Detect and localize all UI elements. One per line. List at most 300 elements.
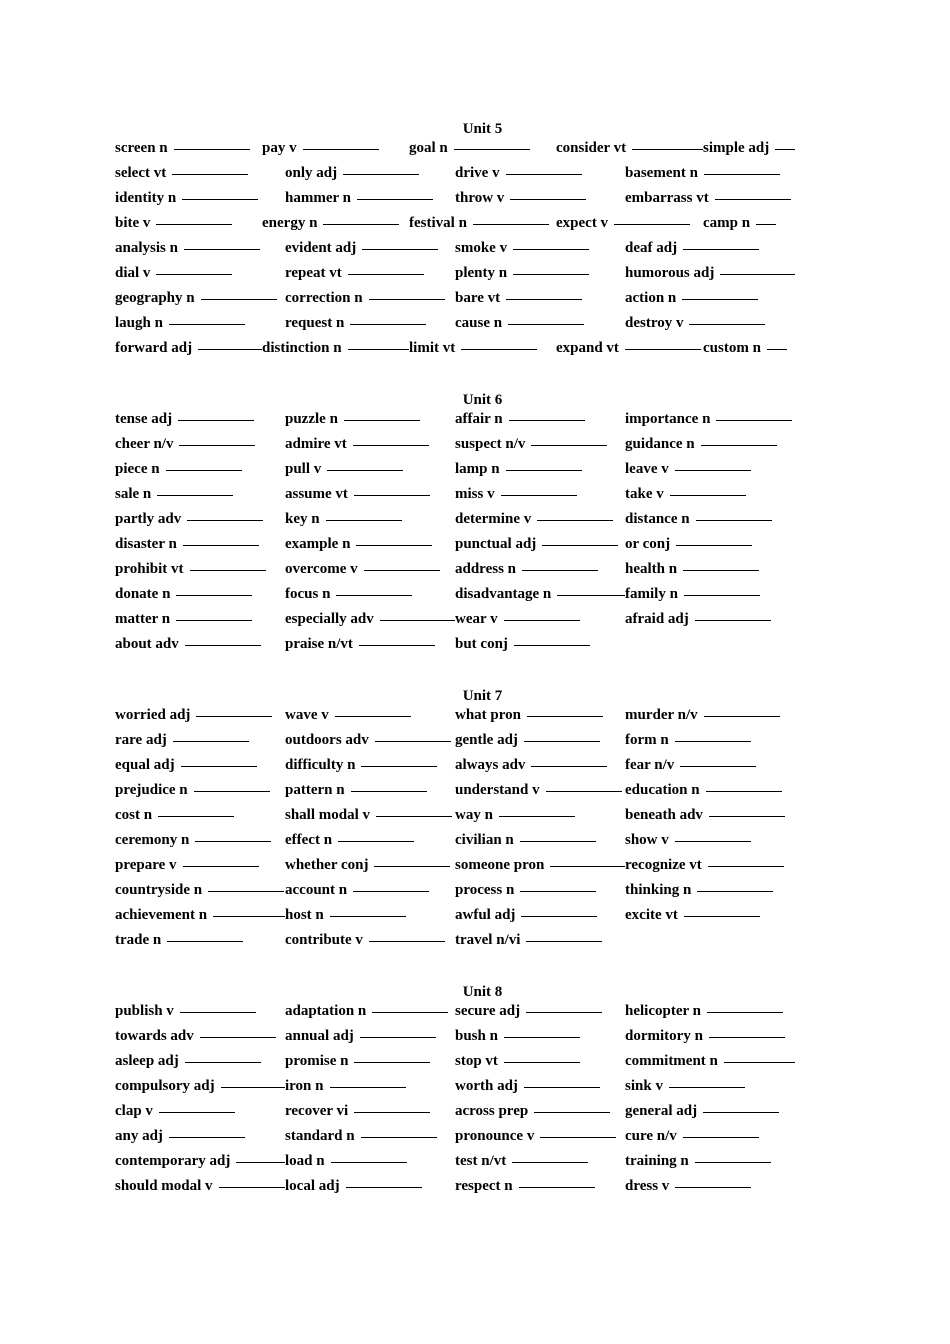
answer-blank[interactable] (178, 419, 254, 421)
vocab-word: determine v (455, 511, 532, 527)
vocab-word: family n (625, 586, 678, 602)
answer-blank[interactable] (158, 815, 234, 817)
vocab-word: test n/vt (455, 1153, 507, 1169)
answer-blank[interactable] (356, 544, 432, 546)
vocab-word: respect n (455, 1178, 513, 1194)
vocab-item (115, 1178, 285, 1195)
vocab-word: account n (285, 882, 348, 898)
answer-blank[interactable] (159, 1111, 235, 1113)
vocab-word: donate n (115, 586, 171, 602)
answer-blank[interactable] (680, 765, 756, 767)
answer-blank[interactable] (715, 198, 791, 200)
answer-blank[interactable] (354, 1061, 430, 1063)
worksheet (115, 118, 850, 1227)
vocab-word: health n (625, 561, 678, 577)
answer-blank[interactable] (704, 715, 780, 717)
vocab-row (115, 907, 850, 932)
answer-blank[interactable] (364, 569, 440, 571)
answer-blank[interactable] (614, 223, 690, 225)
answer-blank[interactable] (506, 173, 582, 175)
vocab-row (115, 932, 850, 957)
vocab-word: praise n/vt (285, 636, 353, 652)
vocab-word: deaf adj (625, 240, 678, 256)
answer-blank[interactable] (706, 790, 782, 792)
answer-blank[interactable] (185, 1061, 261, 1063)
answer-blank[interactable] (513, 273, 589, 275)
vocab-word: compulsory adj (115, 1078, 215, 1094)
answer-blank[interactable] (675, 840, 751, 842)
answer-blank[interactable] (353, 444, 429, 446)
answer-blank[interactable] (169, 1136, 245, 1138)
answer-blank[interactable] (185, 644, 261, 646)
vocab-row (115, 561, 850, 586)
vocab-word: worried adj (115, 707, 191, 723)
vocab-item (455, 165, 625, 182)
vocab-word: puzzle n (285, 411, 338, 427)
answer-blank[interactable] (526, 1011, 602, 1013)
vocab-word: destroy v (625, 315, 684, 331)
vocab-row (115, 1078, 850, 1103)
vocab-item (455, 190, 625, 207)
vocab-row (115, 1003, 850, 1028)
answer-blank[interactable] (184, 248, 260, 250)
vocab-word: dial v (115, 265, 151, 281)
answer-blank[interactable] (550, 865, 625, 867)
vocab-item (556, 140, 703, 157)
vocab-item (625, 1153, 795, 1170)
answer-blank[interactable] (343, 173, 419, 175)
vocab-word: cause n (455, 315, 503, 331)
vocab-word: dress v (625, 1178, 670, 1194)
vocab-item (262, 340, 409, 357)
vocab-item (115, 190, 285, 207)
answer-blank[interactable] (369, 940, 445, 942)
vocab-word: distance n (625, 511, 690, 527)
answer-blank[interactable] (689, 323, 765, 325)
vocab-item (625, 832, 795, 849)
answer-blank[interactable] (684, 915, 760, 917)
answer-blank[interactable] (513, 248, 589, 250)
vocab-item (625, 732, 795, 749)
answer-blank[interactable] (542, 544, 618, 546)
vocab-word: effect n (285, 832, 333, 848)
answer-blank[interactable] (335, 715, 411, 717)
vocab-word: piece n (115, 461, 160, 477)
vocab-item (409, 215, 556, 232)
answer-blank[interactable] (527, 715, 603, 717)
vocab-item (115, 807, 285, 824)
vocab-row (115, 1053, 850, 1078)
vocab-word: miss v (455, 486, 495, 502)
vocab-item (703, 340, 850, 357)
vocab-row (115, 290, 850, 315)
vocab-item (625, 1028, 795, 1045)
answer-blank[interactable] (519, 1186, 595, 1188)
answer-blank[interactable] (709, 815, 785, 817)
answer-blank[interactable] (669, 1086, 745, 1088)
vocab-row (115, 1178, 850, 1203)
answer-blank[interactable] (157, 494, 233, 496)
answer-blank[interactable] (183, 544, 259, 546)
vocab-word: contribute v (285, 932, 363, 948)
answer-blank[interactable] (767, 348, 787, 350)
vocab-item (115, 265, 285, 282)
vocab-item (115, 932, 285, 949)
vocab-item (455, 611, 625, 628)
answer-blank[interactable] (190, 569, 266, 571)
answer-blank[interactable] (683, 569, 759, 571)
answer-blank[interactable] (625, 348, 701, 350)
vocab-word: cheer n/v (115, 436, 174, 452)
vocab-word: screen n (115, 140, 168, 156)
vocab-word: camp n (703, 215, 751, 231)
answer-blank[interactable] (327, 469, 403, 471)
vocab-item (115, 1103, 285, 1120)
answer-blank[interactable] (331, 1161, 407, 1163)
answer-blank[interactable] (775, 148, 795, 150)
answer-blank[interactable] (524, 740, 600, 742)
answer-blank[interactable] (182, 198, 258, 200)
vocab-row (115, 1103, 850, 1128)
vocab-word: thinking n (625, 882, 692, 898)
vocab-item (285, 1153, 455, 1170)
answer-blank[interactable] (362, 248, 438, 250)
answer-blank[interactable] (195, 840, 271, 842)
vocab-item (115, 215, 262, 232)
answer-blank[interactable] (369, 298, 445, 300)
vocab-item (455, 1153, 625, 1170)
vocab-item (285, 240, 455, 257)
answer-blank[interactable] (546, 790, 622, 792)
answer-blank[interactable] (522, 569, 598, 571)
answer-blank[interactable] (361, 765, 437, 767)
answer-blank[interactable] (504, 619, 580, 621)
answer-blank[interactable] (670, 494, 746, 496)
answer-blank[interactable] (354, 494, 430, 496)
answer-blank[interactable] (372, 1011, 448, 1013)
vocab-word: prepare v (115, 857, 177, 873)
vocab-item (115, 240, 285, 257)
answer-blank[interactable] (675, 469, 751, 471)
vocab-word: process n (455, 882, 515, 898)
vocab-item (455, 857, 625, 874)
answer-blank[interactable] (156, 223, 232, 225)
vocab-word: geography n (115, 290, 195, 306)
vocab-item (285, 486, 455, 503)
vocab-word: energy n (262, 215, 318, 231)
vocab-word: repeat vt (285, 265, 342, 281)
answer-blank[interactable] (219, 1186, 285, 1188)
vocab-item (285, 832, 455, 849)
vocab-item (625, 1103, 795, 1120)
vocab-word: travel n/vi (455, 932, 521, 948)
answer-blank[interactable] (701, 444, 777, 446)
answer-blank[interactable] (326, 519, 402, 521)
vocab-item (455, 511, 625, 528)
answer-blank[interactable] (697, 890, 773, 892)
answer-blank[interactable] (360, 1036, 436, 1038)
vocab-item (285, 461, 455, 478)
answer-blank[interactable] (181, 765, 257, 767)
answer-blank[interactable] (330, 915, 406, 917)
vocab-word: host n (285, 907, 324, 923)
vocab-word: correction n (285, 290, 363, 306)
vocab-word: annual adj (285, 1028, 354, 1044)
answer-blank[interactable] (375, 740, 451, 742)
answer-blank[interactable] (156, 273, 232, 275)
vocab-word: understand v (455, 782, 540, 798)
vocab-item (285, 732, 455, 749)
answer-blank[interactable] (198, 348, 262, 350)
answer-blank[interactable] (756, 223, 776, 225)
vocab-item (455, 1078, 625, 1095)
answer-blank[interactable] (514, 644, 590, 646)
vocab-word: about adv (115, 636, 179, 652)
answer-blank[interactable] (684, 594, 760, 596)
answer-blank[interactable] (709, 1036, 785, 1038)
vocab-word: any adj (115, 1128, 163, 1144)
vocab-item (455, 707, 625, 724)
answer-blank[interactable] (708, 865, 784, 867)
vocab-item (455, 315, 625, 332)
answer-blank[interactable] (683, 248, 759, 250)
answer-blank[interactable] (704, 173, 780, 175)
vocab-item (625, 757, 795, 774)
answer-blank[interactable] (330, 1086, 406, 1088)
vocab-row (115, 882, 850, 907)
vocab-item (285, 1003, 455, 1020)
vocab-item (625, 807, 795, 824)
answer-blank[interactable] (508, 323, 584, 325)
vocab-item (115, 882, 285, 899)
vocab-item (285, 1053, 455, 1070)
vocab-word: action n (625, 290, 677, 306)
answer-blank[interactable] (720, 273, 795, 275)
answer-blank[interactable] (346, 1186, 422, 1188)
answer-blank[interactable] (506, 298, 582, 300)
answer-blank[interactable] (344, 419, 420, 421)
answer-blank[interactable] (520, 840, 596, 842)
answer-blank[interactable] (675, 740, 751, 742)
vocab-word: humorous adj (625, 265, 715, 281)
vocab-item (115, 732, 285, 749)
vocab-item (285, 707, 455, 724)
answer-blank[interactable] (531, 444, 607, 446)
answer-blank[interactable] (537, 519, 613, 521)
answer-blank[interactable] (683, 1136, 759, 1138)
vocab-item (115, 1053, 285, 1070)
vocab-item (115, 757, 285, 774)
answer-blank[interactable] (504, 1036, 580, 1038)
answer-blank[interactable] (221, 1086, 285, 1088)
vocab-word: ceremony n (115, 832, 190, 848)
vocab-word: festival n (409, 215, 467, 231)
answer-blank[interactable] (357, 198, 433, 200)
vocab-word: disaster n (115, 536, 177, 552)
answer-blank[interactable] (557, 594, 625, 596)
answer-blank[interactable] (167, 940, 243, 942)
answer-blank[interactable] (506, 469, 582, 471)
answer-blank[interactable] (180, 1011, 256, 1013)
answer-blank[interactable] (354, 1111, 430, 1113)
answer-blank[interactable] (454, 148, 530, 150)
vocab-word: only adj (285, 165, 338, 181)
answer-blank[interactable] (707, 1011, 783, 1013)
vocab-word: select vt (115, 165, 167, 181)
answer-blank[interactable] (676, 544, 752, 546)
vocab-item (455, 436, 625, 453)
answer-blank[interactable] (524, 1086, 600, 1088)
vocab-row (115, 782, 850, 807)
answer-blank[interactable] (724, 1061, 795, 1063)
vocab-item (285, 315, 455, 332)
answer-blank[interactable] (380, 619, 455, 621)
vocab-item (625, 1053, 795, 1070)
answer-blank[interactable] (501, 494, 577, 496)
answer-blank[interactable] (703, 1111, 779, 1113)
answer-blank[interactable] (675, 1186, 751, 1188)
vocab-item (455, 411, 625, 428)
vocab-item (625, 265, 795, 282)
vocab-word: across prep (455, 1103, 529, 1119)
answer-blank[interactable] (504, 1061, 580, 1063)
answer-blank[interactable] (716, 419, 792, 421)
answer-blank[interactable] (174, 148, 250, 150)
answer-blank[interactable] (695, 1161, 771, 1163)
answer-blank[interactable] (473, 223, 549, 225)
vocab-word: disadvantage n (455, 586, 552, 602)
answer-blank[interactable] (196, 715, 272, 717)
answer-blank[interactable] (512, 1161, 588, 1163)
answer-blank[interactable] (509, 419, 585, 421)
answer-blank[interactable] (374, 865, 450, 867)
vocab-item (625, 315, 795, 332)
answer-blank[interactable] (169, 323, 245, 325)
vocab-word: countryside n (115, 882, 203, 898)
vocab-item (625, 1128, 795, 1145)
answer-blank[interactable] (201, 298, 277, 300)
answer-blank[interactable] (376, 815, 452, 817)
answer-blank[interactable] (531, 765, 607, 767)
answer-blank[interactable] (176, 594, 252, 596)
vocab-word: contemporary adj (115, 1153, 231, 1169)
vocab-word: admire vt (285, 436, 347, 452)
answer-blank[interactable] (521, 915, 597, 917)
answer-blank[interactable] (173, 740, 249, 742)
vocab-item (625, 1178, 795, 1195)
vocab-item (455, 486, 625, 503)
answer-blank[interactable] (194, 790, 270, 792)
vocab-item (455, 636, 625, 653)
answer-blank[interactable] (303, 148, 379, 150)
answer-blank[interactable] (176, 619, 252, 621)
vocab-item (625, 882, 795, 899)
vocab-word: identity n (115, 190, 177, 206)
vocab-word: civilian n (455, 832, 514, 848)
vocab-item (455, 290, 625, 307)
vocab-item (455, 240, 625, 257)
answer-blank[interactable] (236, 1161, 285, 1163)
answer-blank[interactable] (200, 1036, 276, 1038)
answer-blank[interactable] (213, 915, 285, 917)
answer-blank[interactable] (179, 444, 255, 446)
vocab-row (115, 165, 850, 190)
answer-blank[interactable] (208, 890, 284, 892)
vocab-item (285, 1028, 455, 1045)
answer-blank[interactable] (166, 469, 242, 471)
answer-blank[interactable] (695, 619, 771, 621)
answer-blank[interactable] (361, 1136, 437, 1138)
vocab-item (285, 436, 455, 453)
answer-blank[interactable] (187, 519, 263, 521)
vocab-word: throw v (455, 190, 505, 206)
answer-blank[interactable] (348, 273, 424, 275)
unit-section (115, 981, 850, 1203)
answer-blank[interactable] (353, 890, 429, 892)
answer-blank[interactable] (350, 323, 426, 325)
vocab-word: publish v (115, 1003, 174, 1019)
vocab-word: stop vt (455, 1053, 498, 1069)
answer-blank[interactable] (682, 298, 758, 300)
vocab-word: wave v (285, 707, 329, 723)
answer-blank[interactable] (338, 840, 414, 842)
answer-blank[interactable] (359, 644, 435, 646)
vocab-item (115, 636, 285, 653)
answer-blank[interactable] (172, 173, 248, 175)
vocab-item (115, 782, 285, 799)
answer-blank[interactable] (540, 1136, 616, 1138)
vocab-row (115, 807, 850, 832)
vocab-item (409, 340, 556, 357)
vocab-word: leave v (625, 461, 669, 477)
vocab-item (455, 265, 625, 282)
vocab-row (115, 140, 850, 165)
answer-blank[interactable] (632, 148, 703, 150)
vocab-word: bush n (455, 1028, 498, 1044)
answer-blank[interactable] (351, 790, 427, 792)
answer-blank[interactable] (183, 865, 259, 867)
unit-section (115, 389, 850, 661)
answer-blank[interactable] (336, 594, 412, 596)
answer-blank[interactable] (323, 223, 399, 225)
vocab-item (455, 1128, 625, 1145)
vocab-word: focus n (285, 586, 331, 602)
answer-blank[interactable] (520, 890, 596, 892)
vocab-word: but conj (455, 636, 508, 652)
answer-blank[interactable] (534, 1111, 610, 1113)
vocab-item (455, 807, 625, 824)
vocab-item (115, 411, 285, 428)
answer-blank[interactable] (461, 348, 537, 350)
answer-blank[interactable] (348, 348, 409, 350)
vocab-row (115, 1153, 850, 1178)
vocab-item (285, 807, 455, 824)
vocab-item (115, 832, 285, 849)
vocab-word: shall modal v (285, 807, 371, 823)
answer-blank[interactable] (499, 815, 575, 817)
answer-blank[interactable] (696, 519, 772, 521)
answer-blank[interactable] (510, 198, 586, 200)
vocab-word: fear n/v (625, 757, 675, 773)
vocab-word: assume vt (285, 486, 348, 502)
vocab-item (625, 782, 795, 799)
vocab-item (285, 1178, 455, 1195)
vocab-item (285, 932, 455, 949)
vocab-word: secure adj (455, 1003, 521, 1019)
answer-blank[interactable] (526, 940, 602, 942)
vocab-item (455, 757, 625, 774)
vocab-word: education n (625, 782, 700, 798)
